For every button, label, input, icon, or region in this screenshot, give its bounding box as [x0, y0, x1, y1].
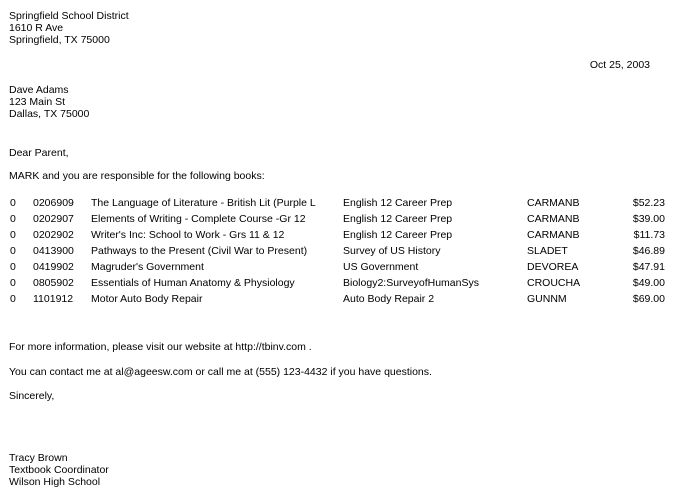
sender-city: Springfield, TX 75000	[9, 34, 110, 46]
book-number: 1101912	[33, 293, 74, 305]
book-row	[0, 293, 676, 309]
book-number: 0206909	[33, 197, 74, 209]
book-title: Writer's Inc: School to Work - Grs 11 & 12	[91, 229, 285, 241]
book-row	[0, 197, 676, 213]
book-teacher: CARMANB	[527, 197, 580, 209]
recipient-name: Dave Adams	[9, 84, 69, 96]
book-number: 0413900	[33, 245, 74, 257]
book-price: $49.00	[632, 277, 665, 289]
book-title: The Language of Literature - British Lit (Purple L	[91, 197, 316, 209]
salutation: Dear Parent,	[9, 147, 69, 159]
book-teacher: CROUCHA	[527, 277, 581, 289]
book-qty: 0	[10, 213, 16, 225]
info-text: For more information, please visit our website at http://tbinv.com .	[9, 341, 312, 353]
book-course: Auto Body Repair 2	[343, 293, 435, 305]
book-qty: 0	[10, 229, 16, 241]
book-number: 0202902	[33, 229, 74, 241]
signature-name: Tracy Brown	[9, 452, 68, 464]
book-teacher: CARMANB	[527, 229, 580, 241]
book-number: 0805902	[33, 277, 74, 289]
book-row	[0, 245, 676, 261]
intro-text: MARK and you are responsible for the following books:	[9, 170, 265, 182]
book-title: Elements of Writing - Complete Course -Gr 12	[91, 213, 306, 225]
book-row	[0, 277, 676, 293]
signature-block	[9, 452, 109, 488]
book-price: $11.73	[633, 229, 665, 241]
book-teacher: SLADET	[527, 245, 568, 257]
book-row	[0, 261, 676, 277]
book-title: Essentials of Human Anatomy & Physiology	[91, 277, 295, 289]
book-list	[0, 197, 676, 309]
book-title: Pathways to the Present (Civil War to Present)	[91, 245, 308, 257]
book-course: US Government	[343, 261, 419, 273]
book-teacher: DEVOREA	[527, 261, 579, 273]
recipient-address	[9, 84, 89, 120]
book-title: Motor Auto Body Repair	[91, 293, 203, 305]
contact-text: You can contact me at al@ageesw.com or call me at (555) 123-4432 if you have questions.	[9, 366, 432, 378]
recipient-street: 123 Main St	[9, 96, 66, 108]
book-price: $47.91	[632, 261, 665, 273]
book-qty: 0	[10, 293, 16, 305]
book-row	[0, 213, 676, 229]
book-number: 0202907	[33, 213, 74, 225]
book-course: English 12 Career Prep	[343, 213, 453, 225]
book-teacher: GUNNM	[527, 293, 567, 305]
book-price: $46.89	[632, 245, 665, 257]
book-price: $39.00	[632, 213, 665, 225]
book-course: English 12 Career Prep	[343, 229, 453, 241]
book-course: Biology2:SurveyofHumanSys	[343, 277, 479, 289]
book-course: English 12 Career Prep	[343, 197, 453, 209]
closing: Sincerely,	[9, 390, 55, 402]
book-qty: 0	[10, 261, 16, 273]
letter-date: Oct 25, 2003	[589, 59, 650, 71]
book-qty: 0	[10, 197, 16, 209]
book-number: 0419902	[33, 261, 74, 273]
book-teacher: CARMANB	[527, 213, 580, 225]
sender-address	[9, 10, 129, 46]
book-qty: 0	[10, 245, 16, 257]
book-row	[0, 229, 676, 245]
signature-title: Textbook Coordinator	[9, 464, 109, 476]
book-qty: 0	[10, 277, 16, 289]
book-price: $52.23	[632, 197, 665, 209]
sender-street: 1610 R Ave	[9, 22, 64, 34]
sender-name: Springfield School District	[9, 10, 129, 22]
book-title: Magruder's Government	[91, 261, 204, 273]
signature-school: Wilson High School	[9, 476, 101, 488]
recipient-city: Dallas, TX 75000	[9, 108, 90, 120]
book-price: $69.00	[632, 293, 665, 305]
book-course: Survey of US History	[343, 245, 441, 257]
